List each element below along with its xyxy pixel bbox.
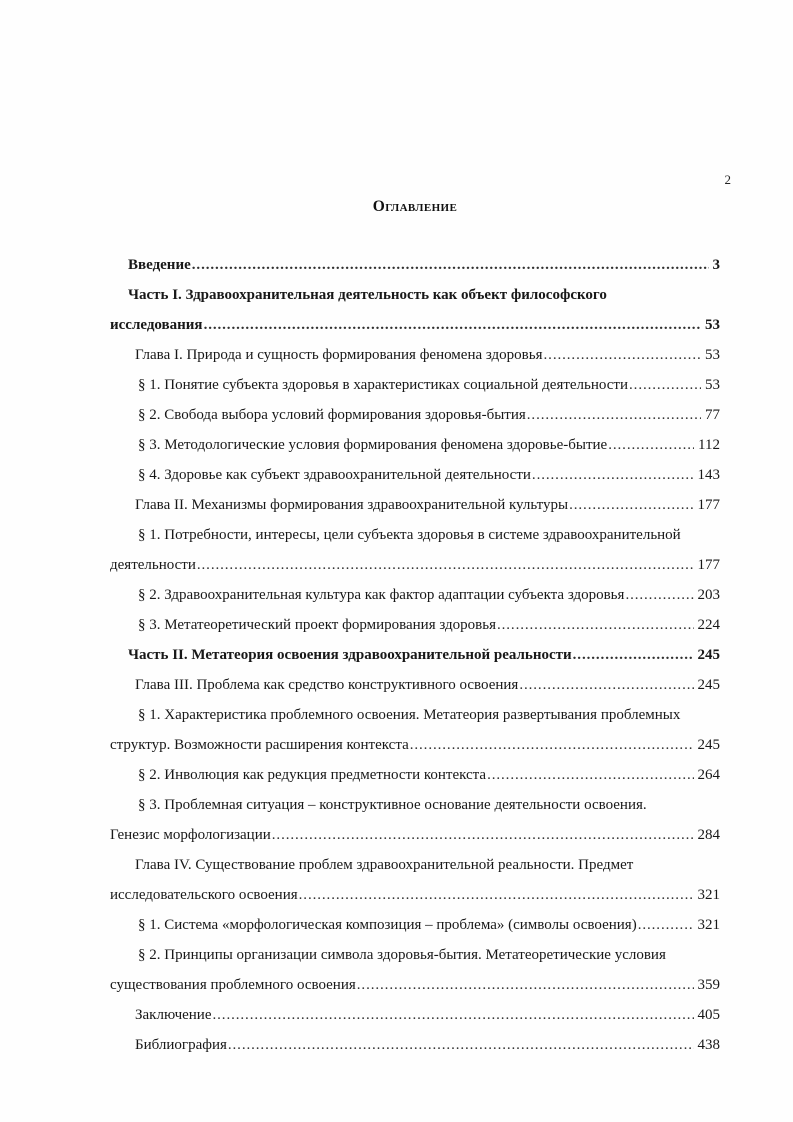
toc-entry-label: § 1. Потребности, интересы, цели субъекта здоровья в системе здравоохранительной — [138, 527, 681, 543]
toc-entry-page: 264 — [697, 767, 720, 783]
toc-entry[interactable] — [110, 730, 720, 760]
toc-entry[interactable] — [110, 910, 720, 940]
toc-entry-label: структур. Возможности расширения контекста — [110, 737, 409, 753]
toc-dot-leader — [497, 610, 694, 640]
toc-entry[interactable] — [110, 760, 720, 790]
toc-entry-label: § 3. Проблемная ситуация – конструктивное основание деятельности освоения. — [138, 797, 647, 813]
toc-dot-leader — [638, 910, 694, 940]
toc-entry-label: § 3. Метатеоретический проект формирования здоровья — [138, 617, 496, 633]
toc-entry[interactable] — [110, 820, 720, 850]
toc-entry[interactable] — [110, 970, 720, 1000]
toc-entry-page: 177 — [697, 557, 720, 573]
toc-entry-page: 143 — [697, 467, 720, 483]
toc-dot-leader — [527, 400, 701, 430]
toc-entry-page: 321 — [697, 917, 720, 933]
toc-entry[interactable] — [110, 940, 720, 970]
toc-entry-page: 53 — [705, 317, 720, 333]
toc-dot-leader — [272, 820, 694, 850]
toc-entry-label: Введение — [128, 257, 191, 273]
toc-entry-page: 245 — [697, 647, 720, 663]
toc-entry[interactable] — [110, 520, 720, 550]
toc-entry-label: Часть II. Метатеория освоения здравоохранительной реальности — [128, 647, 572, 663]
toc-dot-leader — [629, 370, 701, 400]
toc-entry[interactable] — [110, 280, 720, 310]
toc-dot-leader — [625, 580, 693, 610]
toc-entry[interactable] — [110, 370, 720, 400]
toc-dot-leader — [357, 970, 694, 1000]
toc-entry-label: § 2. Принципы организации символа здоровья-бытия. Метатеоретические условия — [138, 947, 666, 963]
toc-dot-leader — [544, 340, 701, 370]
toc-entry-page: 245 — [697, 737, 720, 753]
table-of-contents — [110, 250, 720, 1060]
toc-dot-leader — [532, 460, 694, 490]
toc-entry[interactable] — [110, 340, 720, 370]
toc-dot-leader — [487, 760, 693, 790]
toc-entry-label: Заключение — [135, 1007, 212, 1023]
toc-entry-label: § 3. Методологические условия формирования феномена здоровье-бытие — [138, 437, 608, 453]
toc-dot-leader — [192, 250, 709, 280]
toc-entry[interactable] — [110, 880, 720, 910]
toc-entry-label: Глава III. Проблема как средство конструктивного освоения — [135, 677, 519, 693]
toc-entry[interactable] — [110, 1030, 720, 1060]
toc-entry-page: 3 — [712, 257, 720, 273]
toc-dot-leader — [410, 730, 694, 760]
toc-entry-page: 321 — [697, 887, 720, 903]
toc-entry[interactable] — [110, 490, 720, 520]
toc-entry-page: 53 — [705, 347, 720, 363]
toc-dot-leader — [228, 1030, 694, 1060]
toc-entry-page: 77 — [705, 407, 720, 423]
toc-entry[interactable] — [110, 850, 720, 880]
toc-entry[interactable] — [110, 580, 720, 610]
toc-dot-leader — [573, 640, 694, 670]
toc-entry[interactable] — [110, 670, 720, 700]
toc-entry-label: исследования — [110, 317, 203, 333]
toc-entry-page: 405 — [697, 1007, 720, 1023]
toc-entry-label: § 4. Здоровье как субъект здравоохранительной деятельности — [138, 467, 531, 483]
toc-entry-page: 359 — [697, 977, 720, 993]
toc-entry[interactable] — [110, 310, 720, 340]
toc-entry-label: § 1. Понятие субъекта здоровья в характеристиках социальной деятельности — [138, 377, 629, 393]
toc-entry[interactable] — [110, 700, 720, 730]
toc-entry-label: § 2. Инволюция как редукция предметности контекста — [138, 767, 487, 783]
toc-entry-page: 284 — [697, 827, 720, 843]
toc-entry[interactable] — [110, 1000, 720, 1030]
toc-entry[interactable] — [110, 640, 720, 670]
toc-dot-leader — [519, 670, 693, 700]
toc-entry-label: деятельности — [110, 557, 196, 573]
toc-entry-page: 112 — [698, 437, 720, 453]
toc-entry-label: Глава II. Механизмы формирования здравоохранительной культуры — [135, 497, 569, 513]
toc-entry[interactable] — [110, 610, 720, 640]
toc-entry-label: § 2. Свобода выбора условий формирования здоровья-бытия — [138, 407, 526, 423]
toc-entry-label: Глава IV. Существование проблем здравоохранительной реальности. Предмет — [135, 857, 634, 873]
toc-entry-page: 224 — [697, 617, 720, 633]
toc-entry-page: 245 — [697, 677, 720, 693]
toc-dot-leader — [608, 430, 694, 460]
toc-entry-page: 438 — [697, 1037, 720, 1053]
toc-dot-leader — [204, 310, 701, 340]
toc-entry[interactable] — [110, 250, 720, 280]
toc-entry-label: Часть I. Здравоохранительная деятельность как объект философского — [128, 287, 607, 303]
toc-entry-label: исследовательского освоения — [110, 887, 298, 903]
page-number: 2 — [724, 172, 731, 187]
toc-entry-page: 177 — [697, 497, 720, 513]
toc-entry-label: существования проблемного освоения — [110, 977, 356, 993]
toc-dot-leader — [299, 880, 694, 910]
toc-entry[interactable] — [110, 430, 720, 460]
toc-dot-leader — [569, 490, 693, 520]
toc-entry-label: § 2. Здравоохранительная культура как фактор адаптации субъекта здоровья — [138, 587, 625, 603]
toc-entry-label: Библиография — [135, 1037, 227, 1053]
toc-entry-label: § 1. Система «морфологическая композиция – проблема» (символы освоения) — [138, 917, 637, 933]
toc-dot-leader — [197, 550, 694, 580]
page-title: Оглавление — [372, 198, 458, 215]
toc-entry-label: Глава I. Природа и сущность формирования феномена здоровья — [135, 347, 543, 363]
toc-entry-page: 53 — [705, 377, 720, 393]
toc-entry[interactable] — [110, 550, 720, 580]
toc-entry[interactable] — [110, 790, 720, 820]
toc-entry-label: § 1. Характеристика проблемного освоения. Метатеория развертывания проблемных — [138, 707, 681, 723]
toc-entry-page: 203 — [697, 587, 720, 603]
toc-entry[interactable] — [110, 460, 720, 490]
toc-entry[interactable] — [110, 400, 720, 430]
toc-entry-label: Генезис морфологизации — [110, 827, 271, 843]
toc-dot-leader — [213, 1000, 694, 1030]
